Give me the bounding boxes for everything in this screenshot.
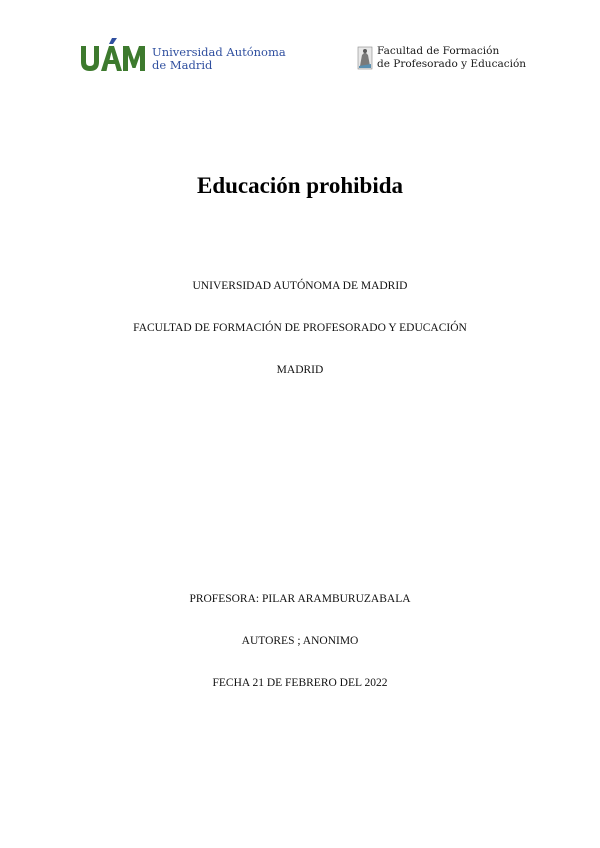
- faculty-name-line2: de Profesorado y Educación: [377, 58, 527, 70]
- professor-line: PROFESORA: PILAR ARAMBURUZABALA: [189, 593, 411, 605]
- uam-name: [152, 46, 286, 72]
- uam-name-line1: Universidad Autónoma: [152, 45, 286, 59]
- faculty-line: FACULTAD DE FORMACIÓN DE PROFESORADO Y EDUCACIÓN: [133, 322, 467, 334]
- faculty-name-line1: Facultad de Formación: [377, 45, 500, 57]
- uam-logo: [79, 38, 284, 74]
- document-title: Educación prohibida: [196, 173, 403, 198]
- uam-mark-icon: [79, 38, 147, 74]
- date-line: FECHA 21 DE FEBRERO DEL 2022: [212, 677, 388, 689]
- university-line: UNIVERSIDAD AUTÓNOMA DE MADRID: [192, 280, 408, 292]
- page-header: [0, 0, 600, 90]
- authors-line: AUTORES ; ANONIMO: [241, 635, 359, 647]
- faculty-logo: [357, 45, 527, 75]
- faculty-emblem-icon: [357, 46, 373, 70]
- city-line: MADRID: [276, 364, 324, 376]
- faculty-name: [377, 45, 526, 71]
- uam-name-line2: de Madrid: [152, 58, 213, 72]
